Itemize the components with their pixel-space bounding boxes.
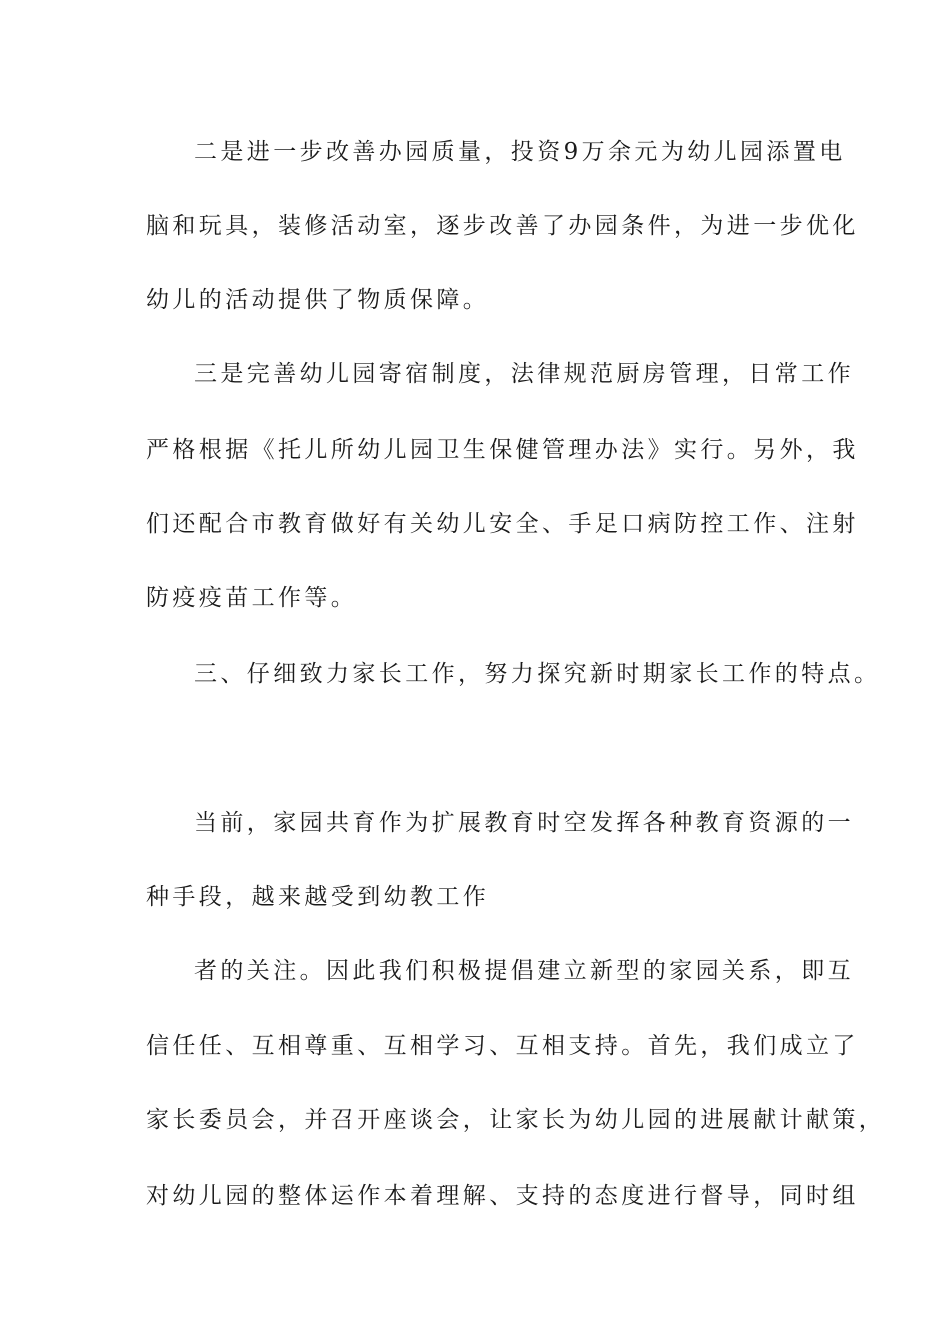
text-line: 种手段，越来越受到幼教工作 xyxy=(146,884,490,910)
text-line: 幼儿的活动提供了物质保障。 xyxy=(146,287,490,313)
section-heading: 三、仔细致力家长工作，努力探究新时期家长工作的特点。 xyxy=(194,661,881,687)
text-line: 家长委员会，并召开座谈会，让家长为幼儿园的进展献计献策， xyxy=(146,1107,886,1133)
text-line: 信任任、互相尊重、互相学习、互相支持。首先，我们成立了 xyxy=(146,1033,859,1059)
text-line: 脑和玩具，装修活动室，逐步改善了办园条件，为进一步优化 xyxy=(146,213,859,239)
text-line: 三是完善幼儿园寄宿制度，法律规范厨房管理，日常工作 xyxy=(194,361,854,387)
text-line: 二是进一步改善办园质量，投资9万余元为幼儿园添置电 xyxy=(194,139,846,165)
text-line: 当前，家园共育作为扩展教育时空发挥各种教育资源的一 xyxy=(194,810,854,836)
text-line: 严格根据《托儿所幼儿园卫生保健管理办法》实行。另外，我 xyxy=(146,437,859,463)
text-line: 防疫疫苗工作等。 xyxy=(146,585,358,611)
text-line: 者的关注。因此我们积极提倡建立新型的家园关系，即互 xyxy=(194,958,854,984)
text-line: 们还配合市教育做好有关幼儿安全、手足口病防控工作、注射 xyxy=(146,511,859,537)
text-line: 对幼儿园的整体运作本着理解、支持的态度进行督导，同时组 xyxy=(146,1183,859,1209)
